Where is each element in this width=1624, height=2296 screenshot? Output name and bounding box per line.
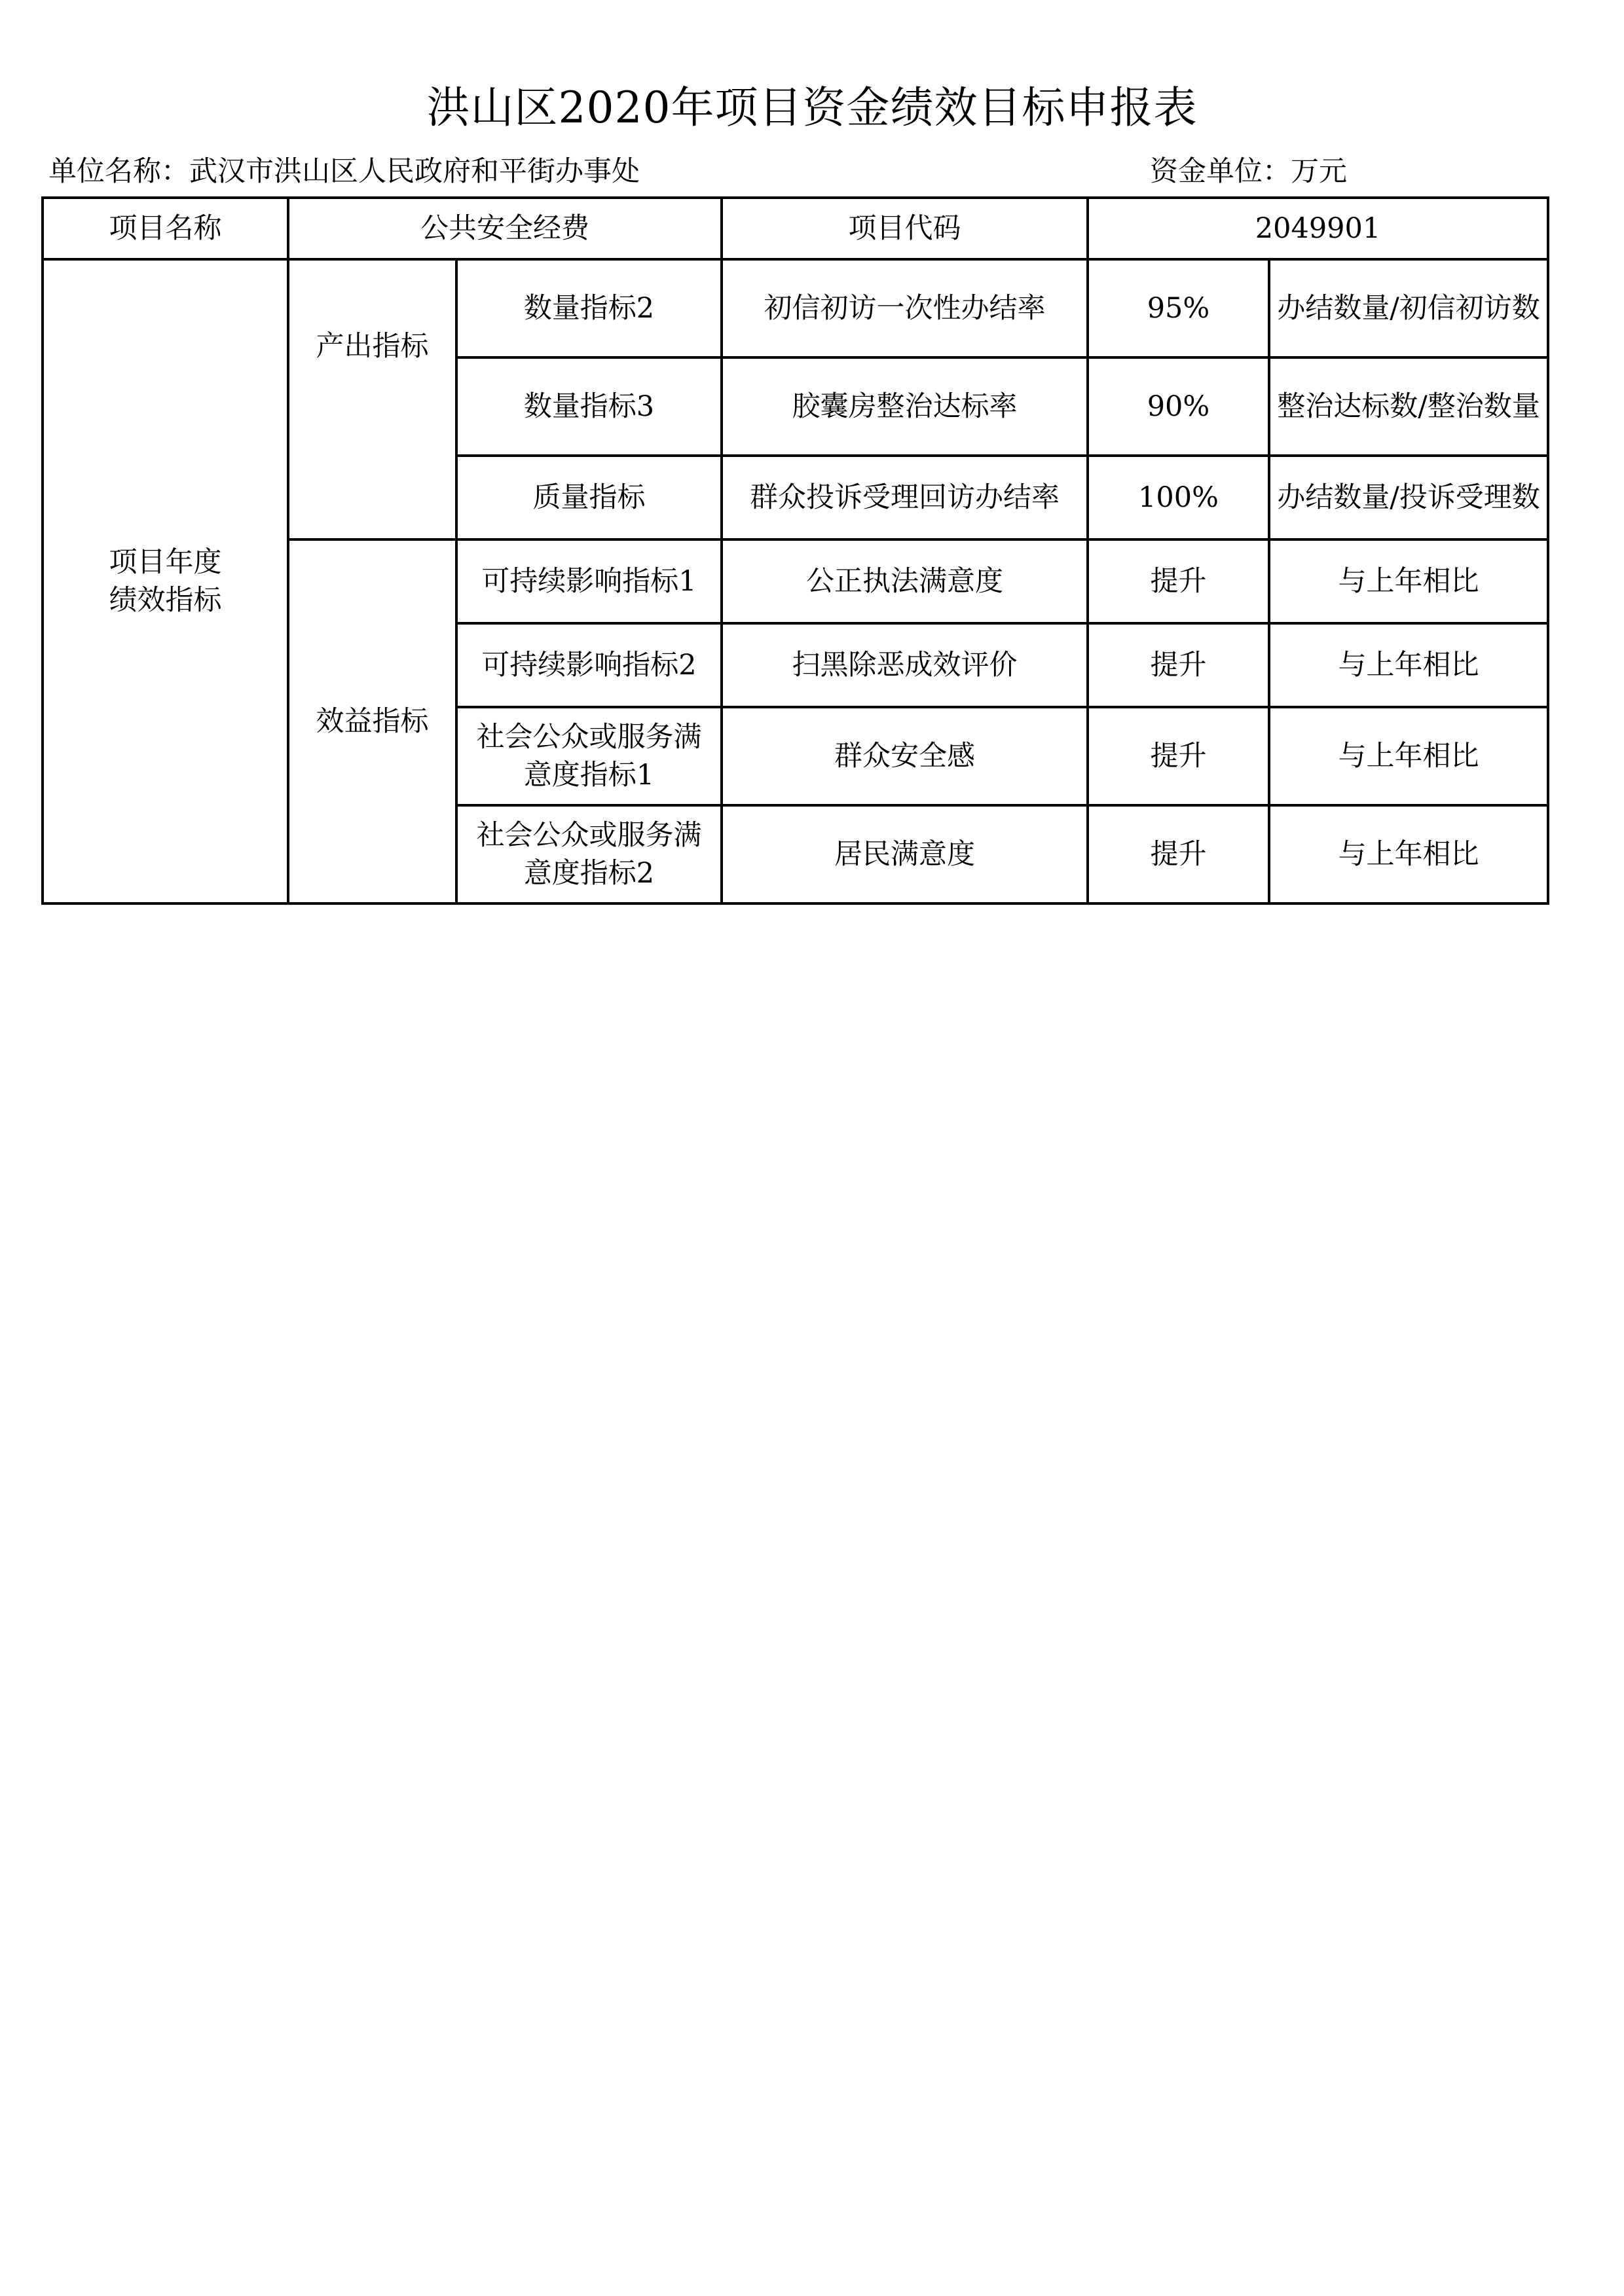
annual-performance-indicators-label: 项目年度 绩效指标 [43, 259, 288, 903]
indicator-formula: 整治达标数/整治数量 [1269, 357, 1548, 456]
indicator-content: 居民满意度 [722, 805, 1088, 903]
indicator-content: 胶囊房整治达标率 [722, 357, 1088, 456]
currency-unit-label: 资金单位：万元 [1150, 155, 1347, 188]
indicator-target: 100% [1088, 456, 1269, 539]
project-code-value: 2049901 [1088, 198, 1548, 259]
indicator-content: 群众安全感 [722, 707, 1088, 805]
indicator-target: 提升 [1088, 623, 1269, 707]
indicator-name: 数量指标3 [456, 357, 722, 456]
indicator-name: 可持续影响指标1 [456, 539, 722, 623]
table-row [43, 259, 1548, 357]
indicator-content: 公正执法满意度 [722, 539, 1088, 623]
indicator-name: 可持续影响指标2 [456, 623, 722, 707]
indicator-target: 90% [1088, 357, 1269, 456]
indicator-content: 群众投诉受理回访办结率 [722, 456, 1088, 539]
indicator-content: 扫黑除恶成效评价 [722, 623, 1088, 707]
unit-name-label: 单位名称：武汉市洪山区人民政府和平街办事处 [48, 155, 640, 188]
indicator-formula: 办结数量/投诉受理数 [1269, 456, 1548, 539]
benefit-indicators-label: 效益指标 [288, 539, 456, 903]
project-header-row [43, 198, 1548, 259]
indicator-name: 社会公众或服务满意度指标1 [456, 707, 722, 805]
indicator-name: 数量指标2 [456, 259, 722, 357]
performance-target-table [41, 196, 1549, 905]
indicator-formula: 与上年相比 [1269, 805, 1548, 903]
output-indicators-text: 产出指标 [316, 330, 429, 363]
project-code-label: 项目代码 [722, 198, 1088, 259]
output-indicators-label [288, 259, 456, 539]
project-name-value: 公共安全经费 [288, 198, 722, 259]
project-name-label: 项目名称 [43, 198, 288, 259]
indicator-formula: 与上年相比 [1269, 623, 1548, 707]
document-title: 洪山区2020年项目资金绩效目标申报表 [426, 82, 1198, 133]
indicator-formula: 办结数量/初信初访数 [1269, 259, 1548, 357]
indicator-target: 提升 [1088, 539, 1269, 623]
indicator-name: 质量指标 [456, 456, 722, 539]
indicator-target: 提升 [1088, 707, 1269, 805]
indicator-formula: 与上年相比 [1269, 539, 1548, 623]
indicator-target: 95% [1088, 259, 1269, 357]
indicator-target: 提升 [1088, 805, 1269, 903]
indicator-content: 初信初访一次性办结率 [722, 259, 1088, 357]
indicator-name: 社会公众或服务满意度指标2 [456, 805, 722, 903]
indicator-formula: 与上年相比 [1269, 707, 1548, 805]
